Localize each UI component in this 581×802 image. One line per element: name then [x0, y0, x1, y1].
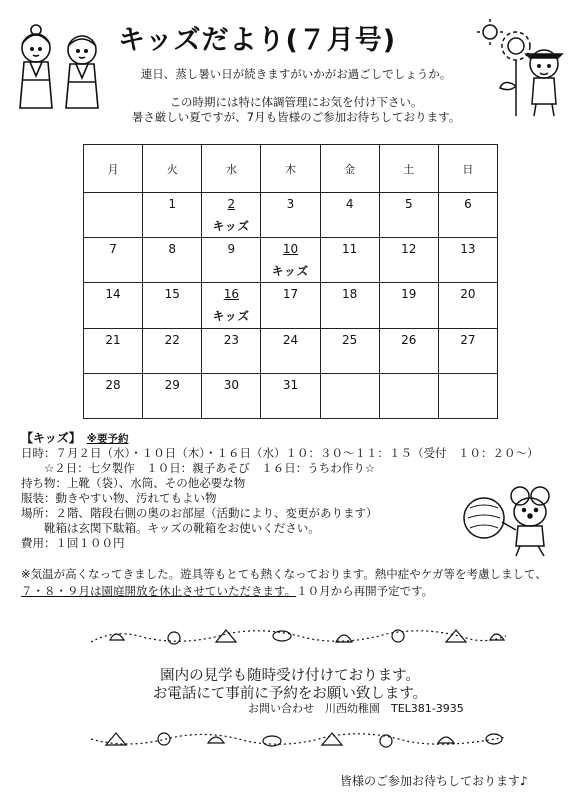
calendar-day-number: 9 — [227, 242, 236, 257]
calendar-day-cell — [143, 373, 202, 418]
calendar-day-number: 14 — [105, 287, 121, 302]
weekday-thu: 木 — [261, 145, 320, 193]
calendar-day-number: 26 — [401, 332, 417, 347]
calendar-week-row — [84, 193, 498, 238]
calendar-day-cell — [84, 328, 143, 373]
mouse-with-watermelon-illustration — [458, 480, 558, 560]
calendar-day-cell — [143, 283, 202, 328]
calendar-day-cell — [84, 238, 143, 283]
weekday-tue: 火 — [143, 145, 202, 193]
calendar-day-number: 29 — [164, 377, 180, 392]
july-calendar — [83, 144, 498, 419]
calendar-day-number: 27 — [460, 332, 476, 347]
calendar-day-number: 7 — [109, 242, 117, 257]
calendar-weekday-row — [84, 145, 498, 193]
calendar-day-number: 22 — [164, 332, 180, 347]
calendar-day-number: 28 — [105, 377, 121, 392]
calendar-day-number: 4 — [345, 197, 354, 211]
calendar-day-cell — [202, 328, 261, 373]
kids-clothing-line: 服装：動きやすい物、汚れてもよい物 — [21, 491, 217, 505]
calendar-day-cell — [379, 283, 438, 328]
calendar-day-cell — [438, 193, 497, 238]
calendar-day-cell — [143, 238, 202, 283]
calendar-day-cell — [202, 283, 261, 328]
calendar-day-number: 24 — [282, 332, 299, 347]
calendar-day-number: 23 — [223, 332, 239, 347]
kids-schedule-line: 日時：７月２日（水）・１０日（木）・１６日（水）１０：３０～１１：１５（受付 １０：２０～） — [21, 446, 539, 460]
calendar-day-cell — [379, 193, 438, 238]
calendar-day-cell — [143, 193, 202, 238]
intro-health-notice: この時期には特に体調管理にお気を付け下さい。 — [169, 95, 423, 109]
calendar-day-number: 31 — [282, 377, 299, 392]
kids-in-yukata-illustration — [10, 20, 110, 115]
intro-invitation: 暑さ厳しい夏ですが、7月も皆様のご参加お待ちしております。 — [131, 110, 461, 124]
weekday-sun: 日 — [438, 145, 497, 193]
calendar-day-number: 12 — [401, 242, 417, 257]
weekday-mon: 月 — [84, 145, 143, 193]
calendar-week-row — [84, 283, 498, 328]
calendar-day-number: 15 — [164, 287, 180, 302]
calendar-day-cell — [261, 193, 320, 238]
calendar-day-number: 10 — [282, 242, 299, 257]
calendar-day-cell — [438, 238, 497, 283]
calendar-day-cell — [202, 373, 261, 418]
calendar-day-number: 30 — [223, 377, 239, 392]
calendar-day-number: 11 — [341, 242, 358, 257]
calendar-event-label: キッズ — [212, 309, 250, 324]
calendar-day-number: 16 — [223, 287, 239, 302]
calendar-day-number: 2 — [227, 197, 236, 211]
seashell-garland-bottom — [86, 727, 511, 751]
calendar-day-number: 20 — [460, 287, 476, 302]
kids-shoe-rack-line: 靴箱は玄関下駄箱。キッズの靴箱をお使いください。 — [21, 521, 320, 535]
calendar-day-cell — [261, 373, 320, 418]
calendar-day-cell — [379, 238, 438, 283]
calendar-day-cell — [84, 193, 143, 238]
calendar-day-cell — [379, 373, 438, 418]
calendar-day-number: 5 — [404, 197, 413, 211]
calendar-day-number: 6 — [464, 197, 472, 211]
kids-fee-line: 費用：１回１００円 — [21, 536, 125, 550]
calendar-week-row — [84, 328, 498, 373]
calendar-day-number: 17 — [282, 287, 299, 302]
weekday-wed: 水 — [202, 145, 261, 193]
calendar-day-cell — [84, 373, 143, 418]
kids-location-line: 場所：２階、階段右側の奥のお部屋（活動により、変更があります） — [21, 506, 378, 520]
visit-notice-line1: 園内の見学も随時受け付けております。 — [160, 668, 420, 684]
calendar-day-cell — [320, 283, 379, 328]
calendar-day-number: 8 — [168, 242, 177, 257]
calendar-day-cell — [438, 283, 497, 328]
calendar-week-row — [84, 373, 498, 418]
calendar-day-number: 25 — [341, 332, 358, 347]
notice-heat-warning: ※気温が高くなってきました。遊具等もとても熱くなっております。熱中症やケガ等を考慮しまして、 — [21, 567, 547, 581]
calendar-day-cell — [320, 373, 379, 418]
calendar-day-number: 21 — [105, 332, 121, 347]
calendar-day-cell — [261, 283, 320, 328]
kids-belongings-line: 持ち物：上靴（袋）、水筒、その他必要な物 — [21, 476, 246, 490]
calendar-day-number: 18 — [341, 287, 358, 302]
kids-heading-label: 【キッズ】 — [21, 431, 81, 445]
calendar-day-cell — [438, 373, 497, 418]
calendar-day-number: 19 — [401, 287, 417, 302]
calendar-day-cell — [379, 328, 438, 373]
calendar-day-number: 1 — [168, 197, 177, 211]
calendar-day-cell — [84, 283, 143, 328]
seashell-garland-top — [86, 624, 511, 648]
calendar-day-number: 13 — [460, 242, 476, 257]
playground-closure-notice — [21, 566, 561, 600]
calendar-day-cell — [320, 328, 379, 373]
calendar-day-cell — [320, 193, 379, 238]
notice-reopening: １０月から再開予定です。 — [296, 584, 434, 598]
weekday-sat: 土 — [379, 145, 438, 193]
reservation-required-note: ※要予約 — [86, 433, 129, 445]
calendar-day-cell — [261, 238, 320, 283]
calendar-day-cell — [438, 328, 497, 373]
intro-greeting: 連日、蒸し暑い日が続きますがいかがお過ごしでしょうか。 — [140, 67, 452, 81]
visit-notice-line2: お電話にて事前に予約をお願い致します。 — [152, 686, 428, 702]
notice-closure-months: ７・８・９月は園庭開放を休止させていただきます。 — [21, 584, 297, 598]
calendar-day-cell — [261, 328, 320, 373]
calendar-day-number: 3 — [286, 197, 295, 211]
calendar-day-cell — [143, 328, 202, 373]
calendar-day-cell — [202, 193, 261, 238]
weekday-fri: 金 — [320, 145, 379, 193]
closing-message: 皆様のご参加お待ちしております♪ — [340, 774, 528, 788]
calendar-day-cell — [320, 238, 379, 283]
contact-info: お問い合わせ 川西幼稚園 TEL381-3935 — [248, 702, 464, 715]
calendar-day-cell — [202, 238, 261, 283]
calendar-week-row — [84, 238, 498, 283]
calendar-event-label: キッズ — [271, 264, 310, 279]
page-title: キッズだより(７月号) — [118, 25, 397, 56]
calendar-event-label: キッズ — [212, 219, 250, 233]
kids-activities-line: ☆２日：七夕製作 １０日：親子あそび １６日：うちわ作り☆ — [21, 461, 376, 475]
